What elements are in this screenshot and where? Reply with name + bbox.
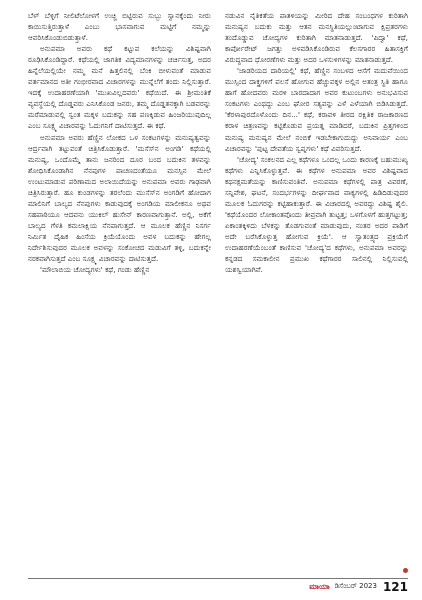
- right-column: [225, 10, 408, 578]
- issue-date: ಡಿಸೆಂಬರ್ 2023: [334, 582, 377, 590]
- article-paragraph: ಅನುಪಮಾ ಅವರು ಹೆಣ್ಣಿನ ಲೋಕದ ಒಳ ಸಂಕಟಗಳನ್ನು ಮನುಷ್ಯತ್ವವನ್ನು ಆರ್ದ್ರವಾಗಿ ತಟ್ಟುವಂತೆ ಚಿತ್ರಿಸಿಕೊಡುತ್ತಾರೆ. 'ಮಸೆಸ್‌ನ ಅಂಗಡಿ' ಕಥೆಯಲ್ಲಿ ಮನುಷ್ಯ, ಒಂದೊಮ್ಮೆ ತಾನು ಜನರಿಂದ ದೂರ ಬಂದ ಬದುಕಿನ ತಳವನ್ನು ಶೋಧಿಸಿಕೊಂಡಾಗಿನ ನೆನಪುಗಳ ಪಾಚಣದಂತೆಯೂ ಮನಸ್ಸಿನ ಮೇಲೆ ಉಂಟುಮಾಡುವ ಪರಿಣಾಮದ ಅಲಾಯಿದೆಯನ್ನು ಅನುಪಮಾ ಅವರು ಗಾಢವಾಗಿ ಚಿತ್ರಿಸಿರುತ್ತಾರೆ. ಹೂ ಕುಂಡಗಳನ್ನು ತರಲೆಂದು ಮುಸೆಸ್‌ನ ಅಂಗಡಿಗೆ ಹೋದಾಗ ಮಾಲಿನಿಗೆ ಬಾಲ್ಯದ ನೆನಪುಗಳು ಕಾಡುವುದಕ್ಕೆ ಅಂಗಡಿಯ ಮಾಲೀಕನೂ ಅಥವ ಸಹಪಾಠಿಯೂ ಆದವನು ಯುಕಿಲ್ ಹುಸೇನ್ ಕಾರಣವಾಗುತ್ತಾನೆ. ಅಲ್ಲಿ, ಅಕೆಗೆ ಬಾಲ್ಯದ ಗೆಳತಿ ಕಮಲಾಕ್ಷಿಯ ನೆನಪಾಗುತ್ತದೆ. ಆ ಮೂಲಕ ಹೆಣ್ಣಿನ ನಿಸರ್ಗ ನಿರ್ಮಿತ ದೈಹಿಕ ಹಿಂಸೆಯ ಕ್ರಿಯೆಯೊಂದು ಅವಳ ಬದುಕನ್ನು ಹೇಗಲ್ಲ ನಿರ್ದೇಶಿಸುವುದರ ಮೂಲಕ ಅವಳನ್ನು ಸಂಕೋಚದ ಮಡುವಿಗೆ ತಳ್ಳಿ, ಬದುಕನ್ನೇ ನರಕವಾಗಿಸುತ್ತದೆ ಎಂಬ ಸೂಕ್ಷ್ಮ ವಿಚಾರವನ್ನು ದಾಟಿಸುತ್ತದೆ.: [28, 132, 211, 264]
- article-paragraph: ನಡುವಿನ ನೈತಿಕತೆಯ ಪಾತಳಿಯನ್ನು ಮೀರಿದ ದೇಹ ಸಂಬಂಧಗಳ ಕುರಿತಾಗಿ ಮನುಷ್ಯನ ಬದುಕು ಮತ್ತು ಆತನ ಮನಸ್ಥಿತಿಯಲ್ಲುಂಟಾಗುವ ಕ್ಷಿಪ್ರತರಗಳು ತಂದೊಡ್ಡುವ ಚೋದ್ಯಗಳ ಕುರಿತಾಗಿ ಮಾತನಾಡುತ್ತದೆ. 'ಪಿದ್ವಾ' ಕಥೆ, ಕಾರ್ಪೋರೇಟ್ ಜಗತ್ತು ಅಳವಡಿಸಿಕೊಂಡಿರುವ ಕೆಲಸಗಾರರ ಹಿತಾಸಕ್ತಿಗೆ ವಿರುದ್ಧವಾದ ಧೋರಣೆಗಳು ಮತ್ತು ಅದರ ಒಳಸುಳಿಗಳನ್ನು ಮಾತನಾಡುತ್ತದೆ.: [225, 11, 408, 65]
- article-page: [28, 10, 408, 578]
- page-number: 121: [382, 579, 408, 594]
- article-paragraph: 'ಚೋದ್ಯ' ಸಂಕಲನದ ಎಲ್ಲ ಕಥೆಗಳೂ ಒಂದಲ್ಲ ಒಂದು ಕಾರಣಕ್ಕೆ ಬಹುಮುಖ್ಯ ಕಥೆಗಳು ಎನ್ನಿಸಿಕೊಳ್ಳುತ್ತವೆ. ಈ ಕಥೆಗಳ ಅನುಪಮಾ ಅವರ ವಿಶಿಷ್ಟವಾದ ಕಥನಕ್ಷಮತೆಯನ್ನು ಕಾಣಿಸುವಂತಿವೆ. ಅನುಪಮಾ ಕಥೆಗಳಲ್ಲಿ ಪಾತ್ರ ವಿವರಣೆ, ಸನ್ನಿವೇಶ, ಘಟನೆ, ಸಂದರ್ಭಗಳನ್ನು ದೀರ್ಘವಾದ ವಾಕ್ಯಗಳಲ್ಲಿ ಹಿಡಿದಿಡುವುದರ ಮೂಲಕ ಓದುಗರನ್ನು ಕಟ್ಟಿಹಾಕುತ್ತಾರೆ. ಈ ವಿಚಾರದಲ್ಲಿ ಅವರದ್ದು ವಿಶಿಷ್ಟ ಶೈಲಿ. 'ಕಥೆಯೊಂದರ ಲೋಕಾಂತವೊಂದು ತೀವ್ರವಾಗಿ ತುಟ್ಟತ್ತ; ಒಳಗೊಳಗೆ ಹುತ್ತಗಟ್ಟುತ್ತ; ಏಕಾಂತಕ್ಕಿಳಿದು ಬೆಳಕನ್ನು ತೊಡಗುವಂತೆ ಮಾಡುವುದು, ನಂತರ ಅದರ ಪಾಡಿಗೆ ಅದೇ ಬರೆಸಿಕೊಳ್ಳುತ್ತ ಹೋಗುವ ಕ್ರಿಯೆ'. ಆ ಸ್ವಾತಂತ್ರ್ಯದ ಪ್ರಕ್ರಿಯೆಗೆ ಉದಾಹರಣೆಯೆಂಬಂತೆ ಕಾಣಿಸುವ 'ಚೋದ್ಯ'ದ ಕಥೆಗಳು, ಅನುಪಮಾ ಅವರನ್ನು ಕನ್ನಡದ ಸಮಕಾಲೀನ ಪ್ರಮುಖ ಕಥೆಗಾರರ ಸಾಲಿನಲ್ಲಿ ನಿಲ್ಲಿಸುವಲ್ಲಿ ಯಶಸ್ವಿಯಾಗಿವೆ.: [225, 154, 408, 275]
- footer-info: [309, 579, 408, 594]
- left-column: [28, 10, 211, 578]
- article-paragraph: 'ಜಾಡರಿಯದ ದಾರಿಯಲ್ಲಿ' ಕಥೆ, ಹೆಣ್ಣಿನ ಸಂಬಳದ ಆಸೆಗೆ ಮದುವೆಯಿಂದ ಮುಸ್ಸಿಂದ ದಾಕ್ತ್ರಗಳಿಗೆ ಪಲಸೆ ಹೋಗುವ ಹೆಚ್ಚುವಕ್ಕಳ ಅಲ್ಲಿನ ಅತಂತ್ರ ಸ್ಥಿತಿ ಹಾಗೂ ಹಾಗೆ ಹೋದವರು ಮರಳಿ ಬಾರದಾದಾಗ ಅವರ ಕುಟುಂಬಗಳು ಅನುಭವಿಸುವ ಸಂಕಟಗಳು ಎಂಥದ್ದು ಎಂಬ ಘೋರ ಸತ್ಯವನ್ನು ಎಳೆ ಎಳೆಯಾಗಿ ಬಿಡಿಸಿಡುತ್ತದೆ. 'ಕೆರಳಾಪುರದೊಳೊಂದು ದಿನ...' ಕಥೆ, ಕರಾವಳಿ ತೀರದ ರಕ್ಷಿತಿಕ ರಾಜಕಾರಣದ ಕರಾಳ ಚಿತ್ರಣವನ್ನು ಕಟ್ಟಿಕೊಡುವ ಪ್ರಯತ್ನ ಮಾಡಿದರೆ, ಬದುಕಿನ ಪ್ರಿತ್ತಗಳಿಂದ ಮನುಷ್ಯ ಮನುಷ್ಯನ ಮೇಲೆ ನಂಬಿಕೆ ಇಡಬೇಕಾಗುದುದ್ದು ಅನಿವಾರ್ಯ ಎಂಬ ವಿಚಾರವನ್ನು 'ಪುಟ್ಟ ದೇವತೆಯ ಸ್ವಪ್ನಗಳು' ಕಥೆ ವಿವರಿಸುತ್ತದೆ.: [225, 66, 408, 153]
- article-paragraph: ಅನುಪಮಾ ಅವರು ಕಥೆ ಕಟ್ಟುವ ಕಲೆಯನ್ನು ವಿಶಿಷ್ಟವಾಗಿ ರೂಢಿಸಿಕೊಂಡಿದ್ದಾರೆ. ಕಥೆಯಲ್ಲಿ ಜಾಗತಿಕ ವಿದ್ಯಮಾನಗಳನ್ನು ಚರ್ಚಿಸುತ್ತ, ಅದರ ಹಿನ್ನೆಲೆಯಲ್ಲಿಯೇ ನಮ್ಮ ಮನೆ ಹಿತ್ತಲಿನಲ್ಲಿ ಬೆಂಕಿ ಬೀಳುವಂತೆ ಮಾಡುವ ವರ್ತಮಾನದ ಅತೀ ಗಂಭೀರವಾದ ವಿಚಾರಗಳನ್ನು ಮುನ್ನೆಲೆಗೆ ತಂದು ನಿಲ್ಲಿಸುತ್ತಾರೆ. ಇದಕ್ಕೆ ಉದಾಹರಣೆಯಾಗಿ 'ಮುಖವಿಲ್ಲದವರು' ಕಥೆಯಿದೆ. ಈ ಶ್ರೀಮಂತಿಕೆ ವ್ಯವಸ್ಥೆಯಲ್ಲಿ ದೊಡ್ಡವರು ಎನಿಸಿಕೊಂಡ ಜನರು, ತಮ್ಮ ದೊಡ್ಡತನಕ್ಕಾಗಿ ಬಡವರನ್ನು ಮರೆಮಾಡುವಲ್ಲಿ ಸ್ವಂತ ಮಕ್ಕಳ ಬದುಕನ್ನು ಸಹ ಪಣಕ್ಕಿಡುವ ಹಿಂಜರಿಯುವುದಿಲ್ಲ ಎಂಬ ಸೂಕ್ಷ್ಮ ವಿಚಾರವನ್ನು ಓದುಗನಿಗೆ ದಾಟಿಸುತ್ತದೆ. ಈ ಕಥೆ.: [28, 44, 211, 131]
- page-footer: [28, 578, 408, 594]
- article-paragraph: ಬೆಳ್ ಬೆಳ್ಳಿಗೆ ನೀಲಿಟೆಲೋಳಗೆ ಉಚ್ಚಿ ಬಿಟ್ಟಿರುವ ಸುಬ್ಬು ಸ್ವಾನಕ್ಕೆಂದು ನೀರು ಕಾಯಿಸುತ್ತಿರುತ್ತಾಳೆ ಎಂಬು ಭಾಸವಾಗುವ ಮಟ್ಟಿಗೆ ನಮ್ಮನ್ನು ಆವರಿಸಿಕೊಂಡುಬಿಡುತ್ತಾಳೆ.: [28, 11, 211, 43]
- article-paragraph: 'ಮೌಲಾಬಿಯ ಚೋದ್ಯಗಳು' ಕಥೆ, ಗಂಡು ಹೆಣ್ಣಿನ: [40, 265, 150, 275]
- magazine-masthead: ಮಾಯಾ: [309, 581, 330, 591]
- end-of-article-mark: [403, 568, 408, 573]
